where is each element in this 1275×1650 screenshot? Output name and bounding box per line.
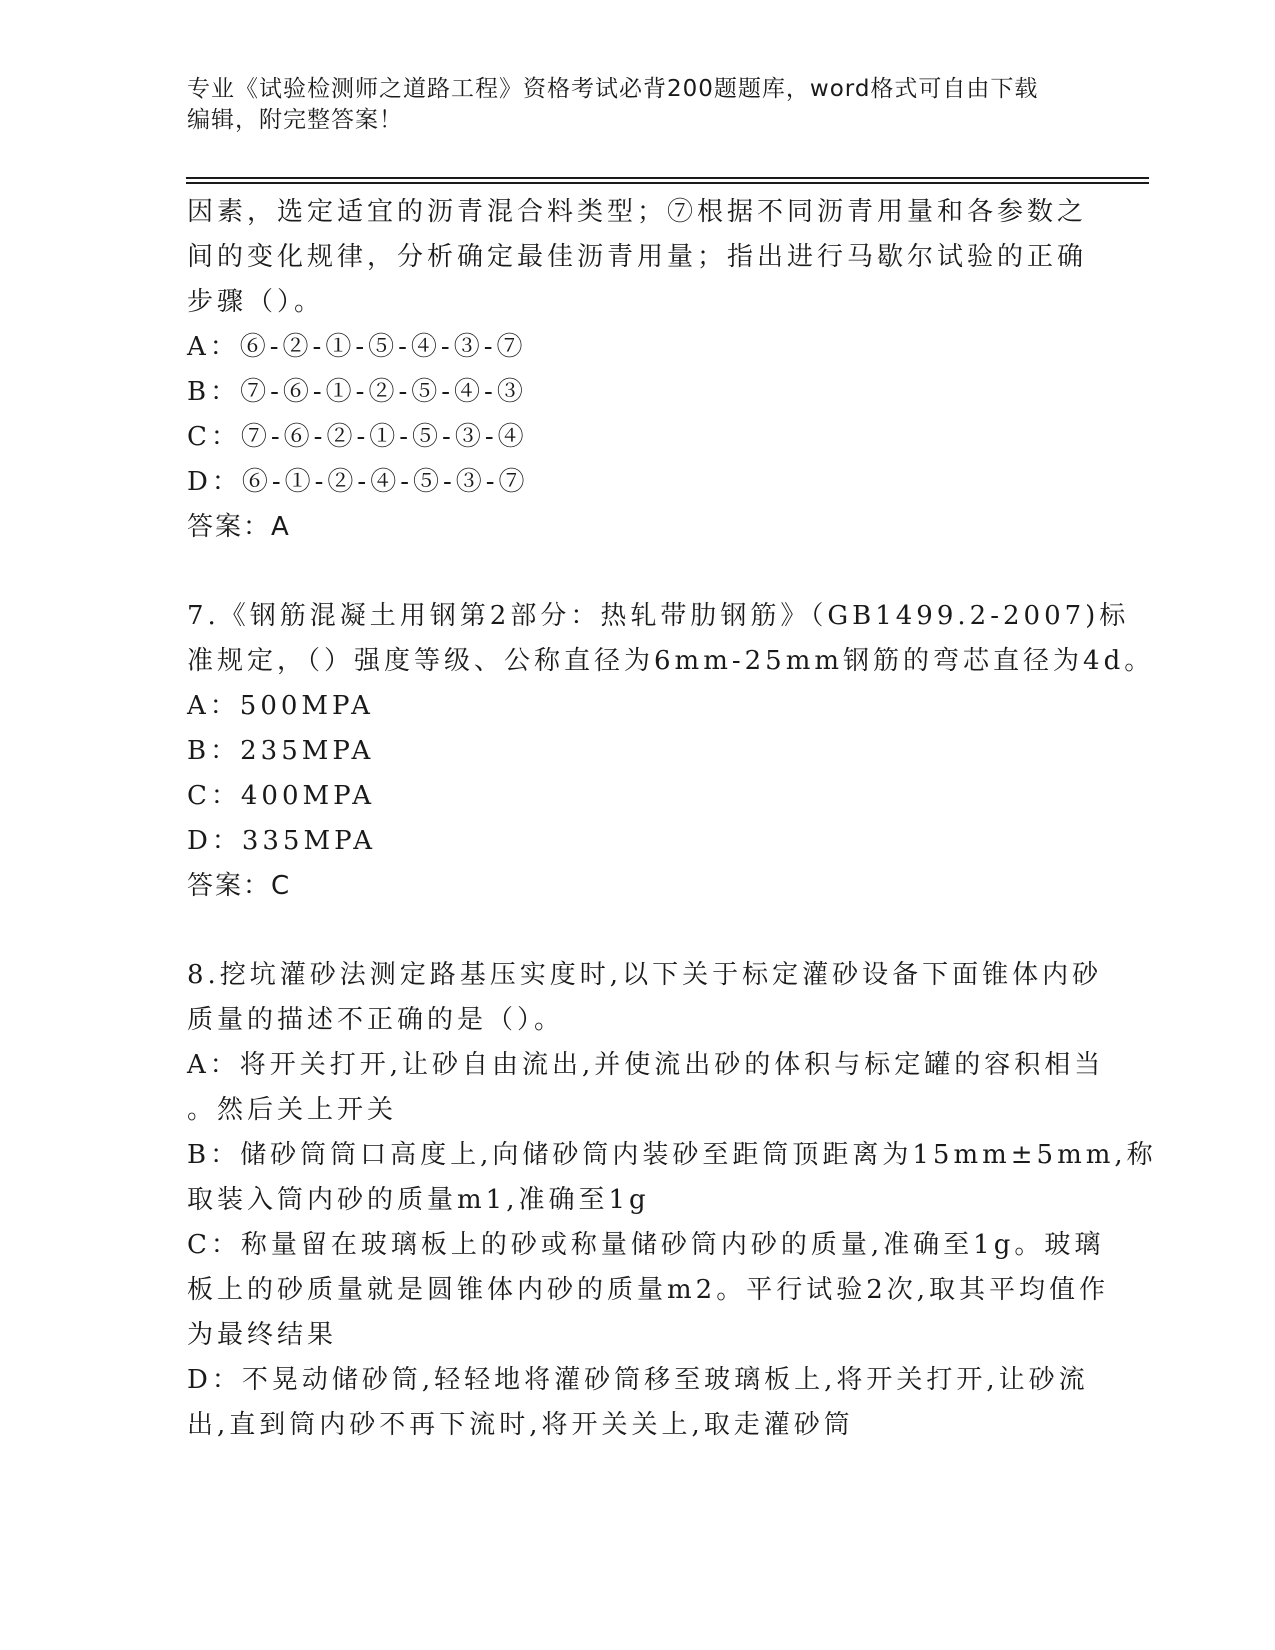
question-6-option-a: A：⑥-②-①-⑤-④-③-⑦ (187, 332, 527, 362)
header-line-2: 编辑，附完整答案！ (187, 107, 403, 133)
question-7-line-1: 7.《钢筋混凝土用钢第2部分：热轧带肋钢筋》（GB1499.2-2007)标 (187, 601, 1130, 631)
question-6-answer: 答案：A (187, 512, 291, 542)
spacer (187, 550, 1087, 594)
question-8-option-d: D：不晃动储砂筒,轻轻地将灌砂筒移至玻璃板上,将开关打开,让砂流 (187, 1365, 1089, 1395)
document-body (187, 190, 1157, 1448)
question-7-option-d: D：335MPA (187, 826, 376, 856)
question-7-option-c: C：400MPA (187, 781, 376, 811)
page-header (187, 74, 1087, 136)
question-8 (187, 953, 1157, 1448)
question-7-option-a: A：500MPA (187, 691, 374, 721)
question-8-option-a: A：将开关打开,让砂自由流出,并使流出砂的体积与标定罐的容积相当 (187, 1050, 1105, 1080)
question-6-line-3: 步骤（）。 (187, 287, 325, 317)
question-6-line-2: 间的变化规律，分析确定最佳沥青用量；指出进行马歇尔试验的正确 (187, 242, 1088, 272)
question-8-option-a-cont: 。然后关上开关 (187, 1095, 398, 1125)
question-8-option-d-cont: 出,直到筒内砂不再下流时,将开关关上,取走灌砂筒 (187, 1410, 854, 1440)
question-6 (187, 190, 1087, 550)
question-8-option-c-cont-1: 板上的砂质量就是圆锥体内砂的质量m2。平行试验2次,取其平均值作 (187, 1275, 1110, 1305)
question-8-option-c-cont-2: 为最终结果 (187, 1320, 338, 1350)
question-6-line-1: 因素，选定适宜的沥青混合料类型；⑦根据不同沥青用量和各参数之 (187, 197, 1088, 227)
question-7-option-b: B：235MPA (187, 736, 375, 766)
question-8-line-2: 质量的描述不正确的是（）。 (187, 1005, 565, 1035)
spacer (187, 909, 1087, 953)
header-rule-bottom (186, 182, 1149, 184)
question-6-option-d: D：⑥-①-②-④-⑤-③-⑦ (187, 467, 529, 497)
question-7-answer: 答案：C (187, 871, 292, 901)
question-7-line-2: 准规定，（）强度等级、公称直径为6mm-25mm钢筋的弯芯直径为4d。 (187, 646, 1155, 676)
question-8-line-1: 8.挖坑灌砂法测定路基压实度时,以下关于标定灌砂设备下面锥体内砂 (187, 960, 1103, 990)
header-rule-top (186, 177, 1149, 179)
question-8-option-c: C：称量留在玻璃板上的砂或称量储砂筒内砂的质量,准确至1g。玻璃 (187, 1230, 1105, 1260)
question-7 (187, 594, 1155, 909)
question-6-option-c: C：⑦-⑥-②-①-⑤-③-④ (187, 422, 528, 452)
question-8-option-b: B：储砂筒筒口高度上,向储砂筒内装砂至距筒顶距离为15mm±5mm,称 (187, 1140, 1157, 1170)
question-8-option-b-cont: 取装入筒内砂的质量m1,准确至1g (187, 1185, 650, 1215)
header-line-1: 专业《试验检测师之道路工程》资格考试必背200题题库，word格式可自由下载 (187, 76, 1039, 102)
question-6-option-b: B：⑦-⑥-①-②-⑤-④-③ (187, 377, 527, 407)
